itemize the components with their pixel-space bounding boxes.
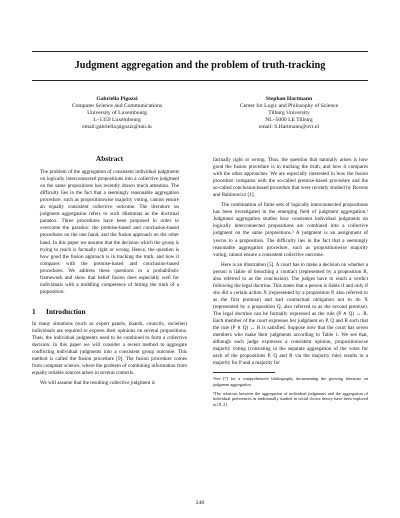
- body-paragraph-3: Here is an illustration [5]. A court has to make a decision on whether a person is liable of breaching a contract (represented by a proposition R, also referred to as the conclusion). The judges have to reach a verdict following the legal doctrine. This states that a person is liable if and only if she did a certain action X (represented by a proposition P, also referred to as the first premise) and had contractual obligation not to do X (represented by a proposition Q, also referred to as the second premise). The legal doctrine can be formally expressed as the rule (P ∧ Q) ↔ R. Each member of the court expresses her judgment on P, Q and R such that the rule (P ∧ Q) ↔ R is satisfied. Suppose now that the court has seven members who make their judgments according to Table 1. We see that, although each judge expresses a consistent opinion, propositionwise majority voting (consisting in the separate aggregation of the votes for each of the propositions P, Q and R via the majority rule) results in a majority for P and a majority for: [213, 261, 368, 367]
- footnote-1: ¹See [7] for a comprehensive bibliography documenting the growing literature on judgment aggregation.: [213, 376, 368, 388]
- abstract-heading: Abstract: [95, 154, 124, 163]
- body-paragraph-1: factually right or wrong. Thus, the question that naturally arises is how good the fusion procedure is in tracking the truth, and how it compares with the other approaches. We are especially interested in how the fusion procedure compares with the so-called premise-based procedure and the so-called conclusion-based procedure that were recently studied by Bovens and Rabinowicz [1].: [213, 157, 368, 199]
- author-affiliation: Computer Science and Communications: [71, 103, 163, 110]
- author-institution: Tilburg University: [268, 110, 310, 117]
- author-email: email: S.Hartmann@uvt.nl: [258, 124, 320, 131]
- footnote-rule: [213, 372, 275, 373]
- author-institution: University of Luxembourg: [87, 110, 147, 117]
- author-address: NL–5000 LE Tilburg: [265, 117, 313, 124]
- author-affiliation: Center for Logic and Philosophy of Science: [239, 103, 339, 110]
- title-rule-top: [32, 51, 368, 52]
- paper-title: Judgment aggregation and the problem of truth-tracking: [74, 60, 326, 71]
- footnote-2: ²The relations between the aggregation of individual judgments and the aggregation of individual preferences as traditionally studied in social choice theory have been explored in [8, 2].: [213, 390, 368, 408]
- author-address: L–1359 Luxembourg: [93, 117, 141, 124]
- page-number: 248: [195, 500, 205, 506]
- author-block-hartmann: [214, 96, 364, 131]
- author-name: Stephan Hartmann: [265, 96, 313, 102]
- intro-paragraph-2: We will assume that the resulting collective judgment is: [40, 380, 155, 387]
- right-column: [213, 157, 368, 411]
- abstract-text: The problem of the aggregation of consistent individual judgments on logically interconnected propositions into a collective judgment on the same propositions has recently drawn much attention. The difficulty lies in the fact that a seemingly reasonable aggregation procedure, such as propositionwise majority voting, cannot ensure an equally consistent collective outcome. The literature on judgment aggregation refers to such dilemmas as the doctrinal paradox. Three procedures have been proposed in order to overcome the paradox: the premise-based and conclusion-based procedures on the one hand, and the fusion approach on the other hand. In this paper we assume that the decision which the group is trying to reach is factually right or wrong. Hence, the question is how good the fusion approach is in tracking the truth, and how it compares with the premise-based and conclusion-based procedures. We address these questions in a probabilistic framework and show that belief fusion does especially well for individuals with a middling competence of hitting the truth of a proposition.: [40, 169, 179, 295]
- author-name: Gabriella Pigozzi: [96, 96, 138, 102]
- author-block-pigozzi: [42, 96, 192, 131]
- section-heading-introduction: [32, 308, 187, 315]
- intro-paragraph-1: In many situations (such as expert panels, boards, councils, societies) individuals are required to express their opinions on several propositions. Then, the individual judgments need to be combined to form a collective decision. In this paper we will consider a recent method to aggregate conflicting individual judgments into a consistent group outcome. This method is called the fusion procedure [9]. The fusion procedure comes from computer science, where the problem of combining information from equally reliable sources arises in several contexts.: [32, 320, 187, 377]
- author-email: email:gabriella.pigozzi@uni.lu: [82, 124, 152, 131]
- body-paragraph-2: The combination of finite sets of logically interconnected propositions has been investigated in the emerging field of judgment aggregation.¹ Judgment aggregation studies how consistent individual judgments on logically interconnected propositions are combined into a collective judgment on the same propositions.² A judgment is an assignment of yes/no to a proposition. The difficulty lies in the fact that a seemingly reasonable aggregation procedure, such as propositionwise majority voting, cannot ensure a consistent collective outcome.: [213, 202, 368, 258]
- title-rule-bottom: [32, 80, 368, 81]
- section-number: 1: [32, 306, 36, 316]
- left-column: [32, 155, 187, 390]
- section-title: Introduction: [46, 306, 86, 316]
